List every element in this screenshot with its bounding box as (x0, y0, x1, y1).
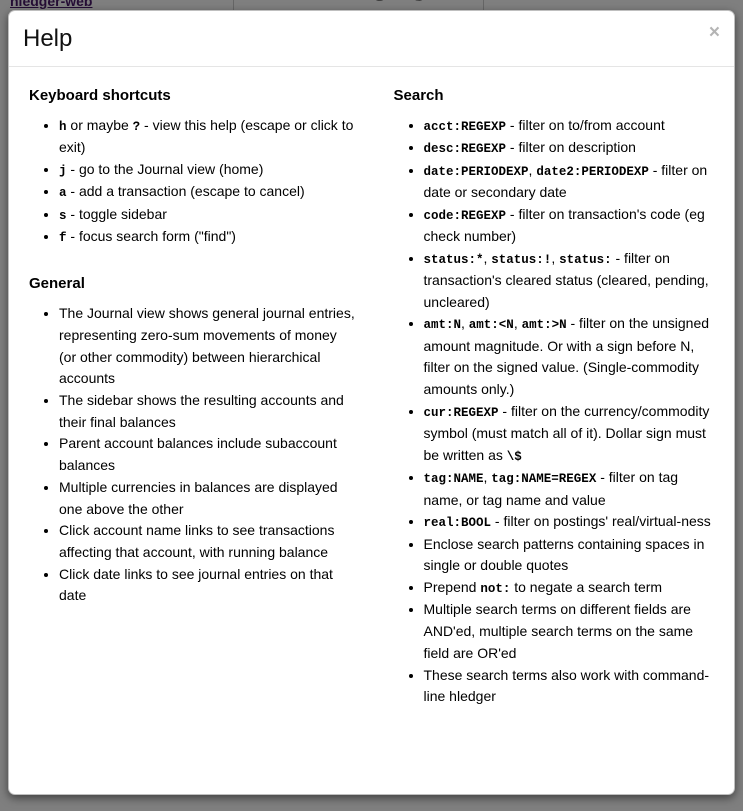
text-segment: , (461, 315, 469, 332)
help-list-item (424, 511, 721, 533)
text-segment: - filter on date or secondary date (423, 161, 708, 200)
text-segment: - filter on the unsigned amount magnitude. Or with a sign before N, filter on the signed value. (Single-commodity amounts only.) (423, 315, 710, 398)
help-list-item (59, 564, 357, 607)
text-segment: - add a transaction (escape to cancel) (66, 183, 305, 200)
code-term: status:! (491, 252, 552, 267)
code-term: tag:NAME=REGEX (491, 472, 597, 487)
code-term: amt:N (423, 318, 462, 333)
code-term: \$ (506, 449, 522, 464)
text-segment: Click date links to see journal entries on that date (59, 565, 333, 604)
code-term: not: (480, 582, 511, 597)
code-term: j (59, 163, 67, 178)
text-segment: Multiple currencies in balances are displayed one above the other (59, 478, 338, 517)
help-list-item (59, 477, 357, 520)
help-list-item (424, 137, 721, 159)
text-segment: - filter on to/from account (506, 116, 665, 133)
text-segment: The sidebar shows the resulting accounts and their final balances (59, 392, 344, 430)
text-segment: Prepend (423, 579, 481, 596)
help-list-item (59, 433, 357, 476)
text-segment: The Journal view shows general journal entries, representing zero-sum movements of money (or other commodity) between hierarchical accounts (59, 305, 355, 387)
help-list-item (59, 115, 357, 159)
help-column-left (9, 87, 372, 718)
section-heading: Search (393, 86, 444, 104)
text-segment: , (551, 249, 560, 266)
code-term: desc:REGEXP (423, 142, 507, 157)
section-heading: General (29, 275, 85, 293)
code-term: acct:REGEXP (423, 119, 507, 134)
help-column-right (372, 87, 735, 718)
help-list-item (424, 115, 721, 137)
code-term: date:PERIODEXP (423, 164, 529, 179)
help-list-item (424, 599, 721, 664)
code-term: cur:REGEXP (423, 405, 499, 420)
modal-body (9, 67, 734, 728)
code-term: amt:<N (468, 318, 514, 333)
code-term: ? (132, 119, 141, 134)
text-segment: Multiple search terms on different fields are AND'ed, multiple search terms on the same field are OR'ed (423, 601, 694, 661)
help-list-item (59, 303, 357, 390)
text-segment: - filter on postings' real/virtual-ness (491, 513, 711, 530)
help-list-item (424, 248, 721, 314)
code-term: amt:>N (521, 318, 567, 333)
text-segment: , (528, 161, 537, 178)
code-term: f (59, 230, 67, 245)
text-segment: - toggle sidebar (66, 205, 167, 222)
text-segment: Click account name links to see transactions affecting that account, with running balance (59, 522, 335, 560)
text-segment: - go to the Journal view (home) (66, 160, 264, 177)
help-list-item (59, 204, 357, 226)
text-segment: - filter on transaction's cleared status (cleared, pending, uncleared) (423, 249, 709, 310)
code-term: h (59, 119, 67, 134)
text-segment: - focus search form ("find") (66, 227, 236, 244)
code-term: s (59, 208, 67, 223)
text-segment: , (483, 469, 492, 486)
text-segment: These search terms also work with command-line hledger (423, 666, 710, 705)
help-list-item (424, 577, 721, 599)
code-term: status: (559, 252, 612, 267)
help-list-item (424, 401, 721, 467)
code-term: real:BOOL (423, 516, 492, 531)
modal-title: Help (23, 25, 73, 52)
text-segment: - view this help (escape or click to exit) (59, 116, 354, 156)
code-term: code:REGEXP (423, 208, 507, 223)
text-segment: to negate a search term (510, 579, 663, 596)
section-heading: Keyboard shortcuts (29, 86, 171, 104)
help-list-item (59, 390, 357, 433)
text-segment: , (513, 315, 522, 332)
text-segment: Parent account balances include subaccount balances (59, 435, 337, 474)
help-list (23, 303, 357, 607)
help-list-item (424, 204, 721, 248)
help-list-item (424, 160, 721, 204)
help-list-item (59, 159, 357, 181)
code-term: a (59, 186, 67, 201)
help-list (23, 115, 357, 249)
help-list-item (424, 665, 721, 708)
help-list (388, 115, 721, 708)
code-term: tag:NAME (423, 472, 484, 487)
text-segment: , (483, 249, 492, 266)
code-term: status:* (423, 252, 484, 267)
help-list-item (59, 181, 357, 203)
text-segment: or maybe (66, 116, 133, 133)
text-segment: Enclose search patterns containing spaces in single or double quotes (423, 535, 705, 574)
modal-header (9, 11, 734, 67)
text-segment: - filter on transaction's code (eg check number) (423, 205, 705, 244)
text-segment: - filter on tag name, or tag name and value (423, 469, 679, 508)
code-term: date2:PERIODEXP (536, 164, 649, 179)
help-modal (8, 10, 735, 795)
text-segment: - filter on the currency/commodity symbol (must match all of it). Dollar sign must be written as (423, 402, 710, 463)
help-list-item (59, 520, 357, 563)
help-list-item (424, 467, 721, 511)
close-icon[interactable]: × (708, 22, 720, 43)
help-list-item (59, 226, 357, 248)
text-segment: - filter on description (506, 139, 636, 156)
help-list-item (424, 534, 721, 577)
help-list-item (424, 313, 721, 400)
